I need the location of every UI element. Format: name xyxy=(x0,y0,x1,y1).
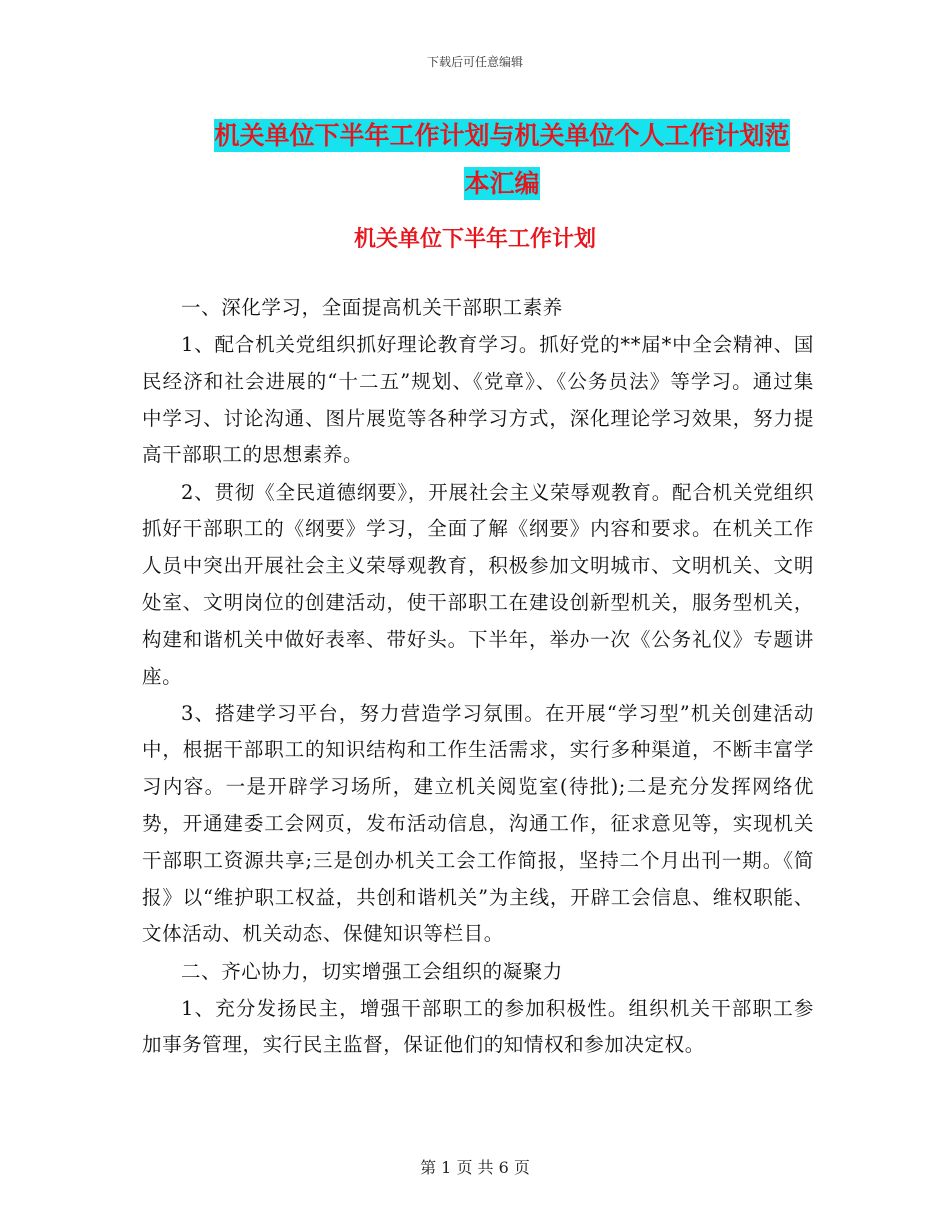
section-title: 机关单位下半年工作计划 xyxy=(353,227,596,252)
paragraph-heading-1: 一、深化学习，全面提高机关干部职工素养 xyxy=(181,296,563,319)
paragraph: 3、搭建学习平台，努力营造学习氛围。在开展“学习型”机关创建活动中，根据干部职工的知识结构和工作生活需求，实行多种渠道，不断丰富学习内容。一是开辟学习场所，建立机关阅览室(待批);二是充分发挥网络优势，开通建委工会网页，发布活动信息，沟通工作，征求意见等，实现机关干部职工资源共享;三是创办机关工会工作简报，坚持二个月出刊一期。《简报》以“维护职工权益，共创和谐机关”为主线，开辟工会信息、维权职能、文体活动、机关动态、保健知识等栏目。 xyxy=(142,701,814,946)
document-body xyxy=(142,290,814,1065)
document-title xyxy=(192,112,812,208)
paragraph: 1、充分发扬民主，增强干部职工的参加积极性。组织机关干部职工参加事务管理，实行民主监督，保证他们的知情权和参加决定权。 xyxy=(142,996,814,1057)
paragraph: 1、配合机关党组织抓好理论教育学习。抓好党的**届*中全会精神、国民经济和社会进展的“十二五”规划、《党章》、《公务员法》等学习。通过集中学习、讨论沟通、图片展览等各种学习方式，深化理论学习效果，努力提高干部职工的思想素养。 xyxy=(142,333,814,467)
page-header-note: 下载后可任意编辑 xyxy=(426,55,523,69)
paragraph-heading-2: 二、齐心协力，切实增强工会组织的凝聚力 xyxy=(181,959,563,983)
document-title-line-2: 本汇编 xyxy=(464,169,540,198)
page-number-footer: 第 1 页 共 6 页 xyxy=(420,1158,530,1177)
document-title-line-1: 机关单位下半年工作计划与机关单位个人工作计划范 xyxy=(214,121,790,150)
paragraph: 2、贯彻《全民道德纲要》，开展社会主义荣辱观教育。配合机关党组织抓好干部职工的《纲要》学习，全面了解《纲要》内容和要求。在机关工作人员中突出开展社会主义荣辱观教育，积极参加文明城市、文明机关、文明处室、文明岗位的创建活动，使干部职工在建设创新型机关，服务型机关，构建和谐机关中做好表率、带好头。下半年，举办一次《公务礼仪》专题讲座。 xyxy=(142,480,814,688)
